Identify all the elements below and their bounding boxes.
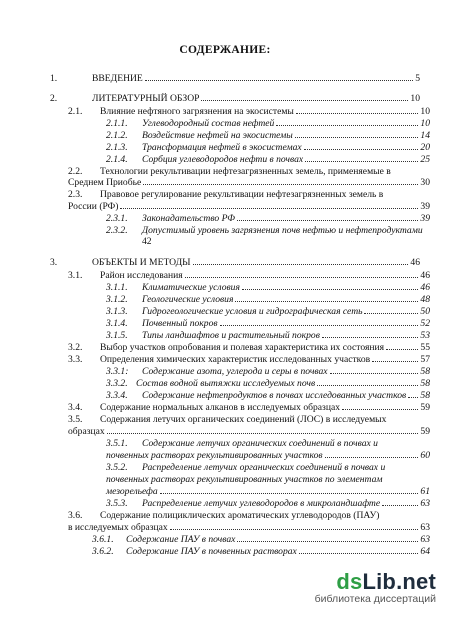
toc-leader [120,208,418,209]
toc-number: 2.1.2. [106,130,128,141]
toc-text: Гидрогеологические условия и гидрографическая сеть [142,306,363,317]
toc-leader [160,493,419,494]
toc-page: 63 [420,534,430,545]
toc-text: Содержание нефтепродуктов в почвах исследованных участков [142,390,407,401]
toc-leader [145,80,413,81]
toc-leader [330,373,419,374]
toc-leader [299,553,419,554]
toc-number: 3.4. [68,402,83,413]
toc-number: 3.1.3. [106,306,128,317]
toc-text: Трансформация нефтей в экосистемах [142,142,302,153]
toc-text: Углеводородный состав нефтей [142,118,275,129]
toc-entry[interactable] [50,73,420,84]
toc-page: 59 [420,426,430,437]
toc-number: 2.3.1. [106,213,128,224]
toc-number: 3.1. [68,270,83,281]
toc-number: 2.3. [68,189,83,200]
toc-entry[interactable] [106,462,430,473]
toc-number: 3.5. [68,414,83,425]
toc-text: Правовое регулирование рекультивации нефтезагрязненных земель в [100,189,384,200]
toc-text: Законадательство РФ [142,213,235,224]
toc-page: 55 [420,342,430,353]
toc-text: Распределение летучих органических соединений в почвах и [142,462,386,473]
page-title: СОДЕРЖАНИЕ: [179,44,271,56]
toc-page: 52 [420,318,430,329]
toc-leader [325,457,419,458]
toc-entry[interactable] [106,225,430,236]
toc-leader [220,325,419,326]
toc-text: Содержания летучих органических соединений (ЛОС) в исследуемых [100,414,387,425]
toc-text: Допустимый уровень загрязнения почв нефтью и нефтепродуктами [142,225,423,236]
toc-number: 3.2. [68,342,83,353]
toc-entry[interactable] [106,213,430,224]
toc-entry[interactable] [68,189,430,200]
toc-entry[interactable] [106,130,430,141]
toc-text: ЛИТЕРАТУРНЫЙ ОБЗОР [92,93,200,104]
toc-text: Содержание ПАУ в почвенных растворах [126,546,297,557]
toc-leader [317,385,418,386]
toc-leader [143,184,418,185]
toc-entry[interactable] [68,106,430,117]
toc-page: 25 [420,154,430,165]
toc-entry[interactable] [106,142,430,153]
toc-page: 39 [420,213,430,224]
toc-text: России (РФ) [68,201,119,212]
toc-text: Содержание азота, углерода и серы в почвах [142,366,328,377]
toc-leader [235,301,418,302]
toc-page: 20 [420,142,430,153]
toc-leader [322,337,419,338]
toc-leader [342,409,418,410]
toc-page: 10 [420,118,430,129]
toc-leader [237,220,419,221]
toc-text: образцах [68,426,105,437]
toc-number: 3.3.4. [106,390,128,401]
toc-text: Среднем Приобье [68,177,142,188]
site-watermark [306,569,436,609]
toc-leader [386,349,418,350]
toc-number: 3.3.2. [106,378,128,389]
toc-text: Содержание летучих органических соединений в почвах и [142,438,378,449]
toc-text: Содержание ПАУ в почвах [126,534,236,545]
toc-text: Распределение летучих углеводородов в микроландшафте [142,498,381,509]
toc-page: 57 [420,354,430,365]
toc-entry-continuation[interactable] [68,201,430,212]
toc-leader [304,149,419,150]
toc-text: Геологические условия [142,294,234,305]
toc-page: 53 [420,330,430,341]
toc-entry-continuation[interactable] [68,426,430,437]
toc-page: 58 [420,390,430,401]
toc-page: 10 [420,106,430,117]
toc-entry[interactable] [106,294,430,305]
toc-text: мезорельефа [106,486,158,497]
toc-leader [107,433,419,434]
watermark-logo-part: ds [336,569,363,594]
toc-text: ВВЕДЕНИЕ [92,73,143,84]
toc-leader [296,113,419,114]
toc-text: Технологии рекультивации нефтезагрязненных земель, применяемые в [100,166,391,177]
toc-text: Типы ландшафтов и растительный покров [142,330,320,341]
toc-number: 2.1.1. [106,118,128,129]
toc-leader [170,529,419,530]
toc-entry-continuation[interactable] [68,522,430,533]
toc-page: 61 [420,486,430,497]
toc-page: 10 [410,93,420,104]
toc-page: 58 [420,378,430,389]
toc-entry[interactable] [106,390,430,401]
toc-number: 3.1.2. [106,294,128,305]
toc-number: 2. [50,93,58,104]
toc-number: 3.1.5. [106,330,128,341]
toc-number: 2.2. [68,166,83,177]
toc-entry[interactable] [106,118,430,129]
toc-number: 3.6.2. [92,546,114,557]
toc-entry[interactable] [106,154,430,165]
toc-text: Содержание полициклических ароматических углеводородов (ПАУ) [100,510,380,521]
toc-leader [276,125,418,126]
toc-entry[interactable] [68,354,430,365]
toc-entry[interactable] [106,366,430,377]
toc-entry[interactable] [106,330,430,341]
watermark-logo-part: Lib.net [362,569,436,594]
toc-text: почвенных растворах рекультивированных участков [106,450,323,461]
toc-number: 3.1.1. [106,282,128,293]
toc-number: 1. [50,73,58,84]
toc-number: 3.3.1: [106,366,129,377]
toc-text: Определения химических характеристик исследованных участков [100,354,371,365]
toc-page: 46 [420,270,430,281]
toc-entry[interactable] [106,378,430,389]
toc-entry[interactable] [106,318,430,329]
toc-entry[interactable] [106,438,430,449]
toc-entry[interactable] [68,270,430,281]
toc-entry[interactable] [68,342,430,353]
toc-leader [364,313,418,314]
toc-number: 2.3.2. [106,225,128,236]
toc-page: 30 [420,177,430,188]
toc-page: 58 [420,366,430,377]
toc-number: 2.1.4. [106,154,128,165]
toc-entry[interactable] [50,93,420,104]
toc-entry[interactable] [68,166,430,177]
toc-text: Сорбция углеводородов нефти в почвах [142,154,304,165]
toc-leader [382,505,418,506]
toc-text: ОБЪЕКТЫ И МЕТОДЫ [92,257,191,268]
toc-text: Выбор участков опробования и полевая характеристика их состояния [100,342,385,353]
toc-leader [408,397,418,398]
toc-page: 60 [420,450,430,461]
toc-number: 3.5.1. [106,438,128,449]
toc-leader [295,137,419,138]
toc-text: в исследуемых образцах [68,522,168,533]
toc-page: 5 [415,73,420,84]
watermark-subtitle: библиотека диссертаций [314,593,436,605]
watermark-logo [336,569,436,595]
toc-entry[interactable] [92,534,430,545]
toc-page: 48 [420,294,430,305]
toc-leader [201,100,408,101]
toc-leader [305,161,418,162]
toc-leader [237,541,418,542]
toc-text: Район исследования [100,270,183,281]
toc-page: 46 [410,257,420,268]
toc-leader [185,277,419,278]
toc-number: 3.5.2. [106,462,128,473]
toc-page: 63 [420,498,430,509]
toc-number: 2.1. [68,106,83,117]
toc-number: 3.6.1. [92,534,114,545]
toc-text: Климатические условия [142,282,240,293]
toc-entry[interactable] [106,282,430,293]
toc-entry-continuation[interactable] [106,450,430,461]
toc-number: 3.6. [68,510,83,521]
toc-entry[interactable] [68,414,430,425]
toc-text: почвенных растворах рекультивированных участков по элементам [106,474,383,485]
toc-page: 63 [420,522,430,533]
toc-text: Почвенный покров [142,318,218,329]
toc-entry[interactable] [106,498,430,509]
toc-number: 3.1.4. [106,318,128,329]
toc-page: 39 [420,201,430,212]
toc-page: 42 [142,236,152,247]
toc-leader [193,264,409,265]
toc-number: 3.5.3. [106,498,128,509]
toc-page: 64 [420,546,430,557]
toc-entry[interactable] [50,257,420,268]
toc-text: Воздействие нефтей на экосистемы [142,130,293,141]
toc-page: 46 [420,282,430,293]
toc-number: 3.3. [68,354,83,365]
toc-entry[interactable] [68,402,430,413]
toc-number: 3. [50,257,58,268]
toc-page: 59 [420,402,430,413]
toc-page: 50 [420,306,430,317]
toc-text: Состав водной вытяжки исследуемых почв [136,378,316,389]
toc-entry-continuation [106,474,430,485]
toc-entry[interactable] [106,306,430,317]
toc-entry-continuation[interactable] [106,486,430,497]
toc-entry-continuation[interactable] [68,177,430,188]
toc-number: 2.1.3. [106,142,128,153]
toc-entry[interactable] [92,546,430,557]
toc-entry[interactable] [68,510,430,521]
toc-text: Влияние нефтяного загрязнения на экосистемы [100,106,294,117]
toc-text: Содержание нормальных алканов в исследуемых образцах [100,402,341,413]
toc-leader [372,361,418,362]
toc-page: 14 [420,130,430,141]
toc-leader [242,289,418,290]
